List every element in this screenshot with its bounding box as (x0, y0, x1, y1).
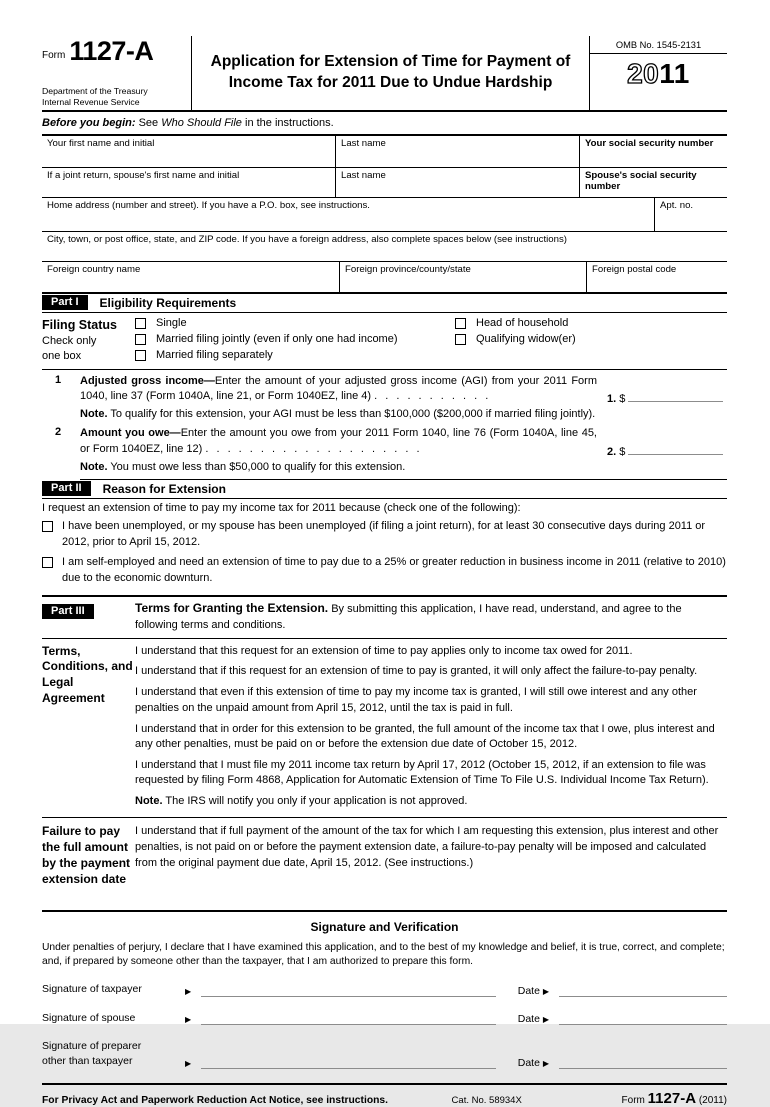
date-label (518, 985, 553, 997)
note-label: Note. (80, 407, 108, 420)
line2-amount-owed (42, 426, 727, 457)
qualifying-widower-checkbox[interactable] (455, 334, 466, 345)
failure-label: Failure to pay the full amount by the payment extension date (42, 824, 131, 886)
part1-badge: Part I (42, 295, 88, 310)
foreign-province-field[interactable] (340, 262, 587, 292)
table-row (42, 168, 727, 198)
field-label: Foreign country name (47, 264, 141, 275)
form-number: 1127-A (69, 36, 154, 66)
married-separately-checkbox[interactable] (135, 350, 146, 361)
reason-unemployed (42, 519, 727, 550)
part3-title-rest: By submitting this application, I have read, understand, and agree to the following terms and conditions. (135, 602, 682, 631)
line2-note (80, 460, 727, 481)
tax-year-suffix: 11 (659, 58, 690, 89)
foreign-postal-field[interactable] (587, 262, 727, 292)
unemployed-checkbox[interactable] (42, 521, 53, 532)
terms-note (135, 794, 727, 809)
field-label: City, town, or post office, state, and ZIP code. If you have a foreign address, also complete spaces below (see instructions) (47, 234, 567, 245)
part2-intro: I request an extension of time to pay my income tax for 2011 because (check one of the following): (42, 502, 521, 515)
tax-year (590, 54, 727, 90)
table-row (42, 262, 727, 294)
married-jointly-checkbox[interactable] (135, 334, 146, 345)
field-label: Your social security number (585, 138, 714, 149)
note-text: You must owe less than $50,000 to qualify for this extension. (110, 460, 406, 473)
agency-line-1: Department of the Treasury (42, 86, 148, 97)
form-title-line-2: Income Tax for 2011 Due to Undue Hardship (228, 74, 553, 91)
term-paragraph: I understand that in order for this extension to be granted, the full amount of the income tax that I owe, plus interest and any other penalties, must be paid on or before the extension due date of October 15, 2012. (135, 722, 715, 750)
arrow-right-icon: ▶ (185, 986, 192, 996)
line1-note (80, 407, 727, 423)
preparer-label-line1: Signature of preparer (42, 1040, 142, 1053)
field-label: Apt. no. (660, 200, 694, 211)
form-title-block (192, 36, 589, 110)
terms-label: Terms, Conditions, and Legal Agreement (42, 643, 133, 706)
term-paragraph: I understand that I must file my 2011 income tax return by April 17, 2012 (October 15, 2012, if an extension to file was requested by filing Form 4868, Application for Automatic Extension of Time To File U.S. Individual Income Tax Return). (135, 758, 709, 787)
preparer-signature-line[interactable] (201, 1065, 496, 1069)
omb-number: OMB No. 1545-2131 (590, 36, 727, 54)
apt-no-field[interactable] (655, 198, 727, 231)
before-begin-label: Before you begin: (42, 117, 136, 129)
dollar-sign: $ (619, 445, 626, 458)
note-label: Note. (80, 460, 108, 473)
signature-label: Signature of taxpayer (42, 982, 142, 995)
failure-to-pay-section (42, 818, 727, 912)
agency-line-2: Internal Revenue Service (42, 96, 140, 107)
filing-status-heading: Filing Status (42, 318, 117, 332)
option-label: Qualifying widow(er) (476, 333, 576, 345)
spouse-last-name-field[interactable] (336, 168, 580, 197)
line1-agi (42, 374, 727, 405)
part1-title: Eligibility Requirements (99, 295, 237, 310)
foreign-country-field[interactable] (42, 262, 340, 292)
part3-title (135, 600, 727, 634)
line1-text (80, 374, 597, 405)
spouse-ssn-field[interactable] (580, 168, 727, 197)
line1-bold-text: Adjusted gross income— (80, 374, 215, 387)
arrow-right-icon: ▶ (542, 986, 549, 996)
tax-year-prefix: 20 (627, 58, 660, 89)
dollar-sign: $ (619, 392, 626, 405)
line2-bold-text: Amount you owe— (80, 427, 181, 440)
option-label: Married filing jointly (even if only one had income) (156, 333, 398, 345)
filing-option-married-jointly (135, 333, 455, 345)
privacy-act-notice: For Privacy Act and Paperwork Reduction Act Notice, see instructions. (42, 1094, 388, 1106)
arrow-right-icon: ▶ (185, 1058, 192, 1068)
self-employed-checkbox[interactable] (42, 557, 53, 568)
head-of-household-checkbox[interactable] (455, 318, 466, 329)
filing-option-qualifying-widower (455, 333, 727, 345)
before-begin-rest: in the instructions. (245, 117, 334, 129)
failure-text: I understand that if full payment of the amount of the tax for which I am requesting this extension, plus interest and other penalties, is not paid on or before the payment extension date, a failure-to-pay penalty will be imposed and calculated from the original payment due date, April 15, 2012. (See instructions.) (135, 825, 719, 869)
footer-form-word: Form (621, 1094, 645, 1106)
field-label: Last name (341, 138, 386, 149)
first-name-field[interactable] (42, 136, 336, 167)
term-paragraph: I understand that this request for an extension of time to pay applies only to income tax owed for 2011. (135, 644, 633, 657)
table-row (42, 136, 727, 168)
terms-section (42, 639, 727, 819)
preparer-label-line2: other than taxpayer (42, 1054, 133, 1067)
signature-label: Signature of spouse (42, 1011, 136, 1024)
taxpayer-date-line[interactable] (559, 993, 727, 997)
date-label (518, 1057, 553, 1069)
catalog-number: Cat. No. 58934X (451, 1094, 522, 1106)
date-word: Date (517, 1056, 540, 1069)
arrow-right-icon: ▶ (185, 1015, 192, 1025)
last-name-field[interactable] (336, 136, 580, 167)
line2-amount (597, 443, 727, 458)
form-number-block (42, 36, 192, 110)
taxpayer-signature-row (42, 982, 727, 997)
form-header (42, 36, 727, 112)
signature-section-title: Signature and Verification (310, 920, 459, 935)
agi-amount-input[interactable] (628, 390, 723, 402)
before-begin-see: See (138, 117, 159, 129)
part1-header (42, 294, 727, 313)
field-label: If a joint return, spouse's first name and initial (47, 170, 240, 181)
reason-text: I have been unemployed, or my spouse has been unemployed (if filing a joint return), for at least 30 consecutive days during 2011 or 2012, prior to April 15, 2012. (62, 520, 706, 548)
form-footer (42, 1083, 727, 1107)
part2-badge: Part II (42, 481, 91, 496)
field-label: Your first name and initial (47, 138, 155, 149)
line1-amount-label: 1. (607, 392, 617, 405)
home-address-field[interactable] (42, 198, 655, 231)
note-text: The IRS will notify you only if your application is not approved. (165, 795, 468, 808)
line2-body-text: Enter the amount you owe from your 2011 Form 1040, line 76 (Form 1040A, line 45, or Form 1040EZ, line 12) (80, 427, 597, 455)
field-label: Last name (341, 170, 386, 181)
footer-form-id (622, 1090, 727, 1107)
field-label: Home address (number and street). If you have a P.O. box, see instructions. (47, 200, 370, 211)
part2-title: Reason for Extension (102, 481, 226, 496)
note-text: To qualify for this extension, your AGI must be less than $100,000 ($200,000 if married filing jointly). (110, 407, 596, 420)
before-you-begin (42, 117, 727, 129)
preparer-signature-row (42, 1039, 727, 1068)
field-label: Spouse's social security number (585, 170, 697, 192)
option-label: Single (156, 317, 187, 329)
date-word: Date (517, 984, 540, 997)
line1-body-text: Enter the amount of your adjusted gross income (AGI) from your 2011 Form 1040, line 37 (Form 1040A, line 21, or Form 1040EZ, line 4) (80, 374, 597, 403)
spouse-signature-line[interactable] (201, 1021, 496, 1025)
date-label (518, 1013, 553, 1025)
filing-status-label (42, 317, 135, 364)
part3-header (42, 597, 727, 639)
arrow-right-icon: ▶ (542, 1058, 549, 1068)
line2-number: 2 (55, 426, 62, 439)
check-only-text: Check only (42, 334, 97, 347)
part3-title-bold: Terms for Granting the Extension. (135, 600, 329, 615)
reason-self-employed (42, 555, 727, 586)
taxpayer-signature-line[interactable] (201, 993, 496, 997)
part2-body (42, 502, 727, 596)
omb-year-block (589, 36, 727, 110)
line1-amount (597, 390, 727, 405)
spouse-signature-row (42, 1011, 727, 1026)
who-should-file: Who Should File (161, 117, 242, 129)
preparer-date-line[interactable] (559, 1065, 727, 1069)
filing-option-head-of-household (455, 317, 727, 329)
field-label: Foreign postal code (592, 264, 677, 275)
footer-form-year: (2011) (698, 1094, 727, 1106)
term-paragraph: I understand that even if this extension of time to pay my income tax is granted, I will still owe interest and any other penalties on the unpaid amount from April 15, 2012, until the tax is paid in full. (135, 686, 697, 714)
filing-status-section (42, 313, 727, 370)
form-word: Form (42, 50, 66, 61)
field-label: Foreign province/county/state (345, 264, 471, 275)
single-checkbox[interactable] (135, 318, 146, 329)
line1-number: 1 (55, 373, 62, 386)
perjury-statement: Under penalties of perjury, I declare that I have examined this application, and to the best of my knowledge and belief, it is true, correct, and complete; and, if prepared by someone other than the taxpayer, that I am authorized to prepare this form. (42, 942, 725, 968)
line2-amount-label: 2. (607, 445, 617, 458)
ssn-field[interactable] (580, 136, 727, 167)
option-label: Married filing separately (156, 349, 273, 361)
signature-label (42, 1039, 185, 1068)
dot-leader: . . . . . . . . . . . . . . . . . . . . (205, 443, 420, 455)
city-state-zip-field[interactable] (42, 232, 727, 261)
date-word: Date (517, 1013, 540, 1026)
form-title-line-1: Application for Extension of Time for Payment of (210, 53, 571, 71)
arrow-right-icon: ▶ (542, 1015, 549, 1025)
part2-header (42, 480, 727, 499)
note-label: Note. (135, 795, 163, 808)
part3-badge: Part III (42, 604, 94, 619)
terms-body (135, 644, 727, 816)
term-paragraph: I understand that if this request for an extension of time to pay is granted, it will only affect the failure-to-pay penalty. (135, 665, 698, 678)
footer-form-number: 1127-A (647, 1089, 697, 1107)
spouse-first-name-field[interactable] (42, 168, 336, 197)
spouse-date-line[interactable] (559, 1021, 727, 1025)
reason-text: I am self-employed and need an extension of time to pay due to a 25% or greater reduction in business income in 2011 (relative to 2010) due to the economic downturn. (62, 556, 726, 585)
filing-option-married-separately (135, 349, 455, 361)
amount-owed-input[interactable] (628, 443, 723, 455)
option-label: Head of household (476, 317, 569, 329)
taxpayer-info-table (42, 134, 727, 294)
one-box-text: one box (42, 349, 82, 362)
filing-option-single (135, 317, 455, 329)
dot-leader: . . . . . . . . . . . (374, 390, 489, 403)
table-row (42, 232, 727, 262)
table-row (42, 198, 727, 232)
line2-text (80, 426, 597, 457)
